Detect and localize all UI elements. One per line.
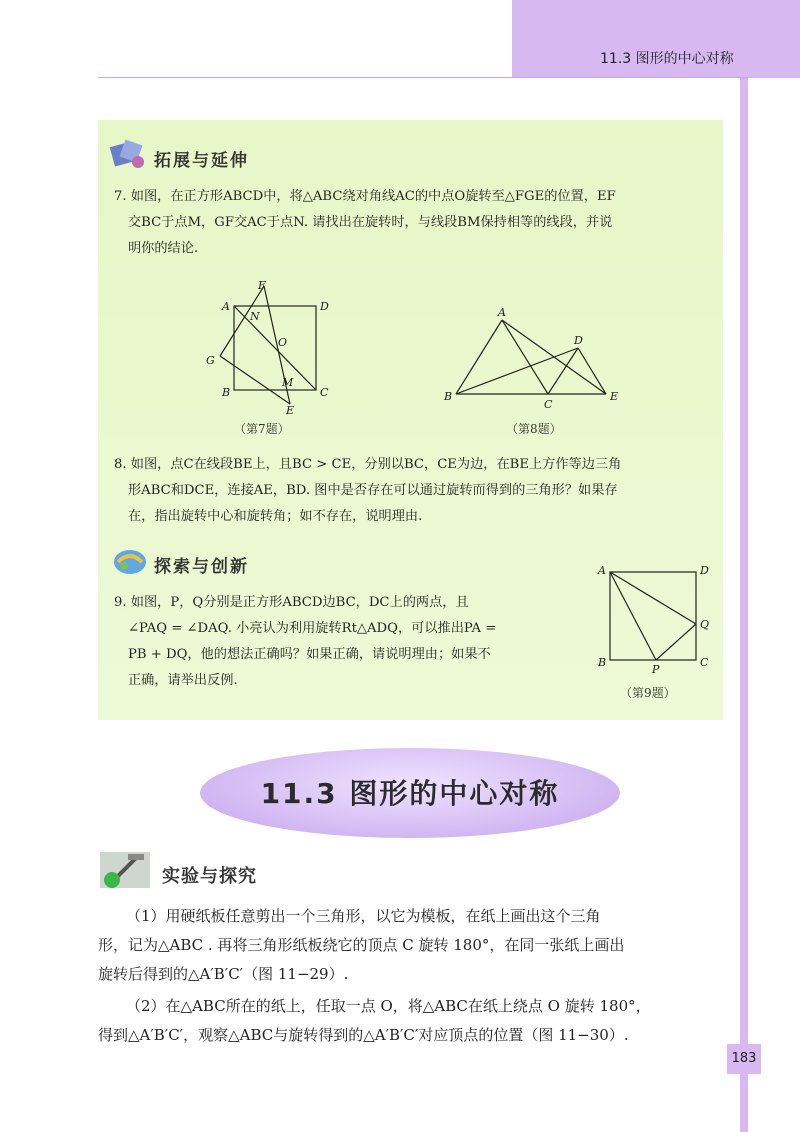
figure-7 xyxy=(196,280,346,420)
question-9-line: 9. 如图，P，Q分别是正方形ABCD边BC，DC上的两点，且 xyxy=(114,595,469,610)
experiment-heading: 实验与探究 xyxy=(162,866,257,887)
fig7-label: A xyxy=(222,300,230,313)
experiment-icon xyxy=(98,848,156,892)
question-9-line: ∠PAQ = ∠DAQ. 小亮认为利用旋转Rt△ADQ，可以推出PA = xyxy=(128,621,497,636)
explore-heading: 探索与创新 xyxy=(154,557,249,577)
question-7 xyxy=(114,184,616,262)
experiment-paragraph-2 xyxy=(98,992,738,1050)
figure-8-caption: （第8题） xyxy=(506,422,562,436)
fig8-segment-ac xyxy=(502,320,548,394)
fig8-segment-bd xyxy=(456,348,578,394)
figure-7-caption: （第7题） xyxy=(234,422,290,436)
fig9-segment-aq xyxy=(610,572,696,624)
figure-9-caption: （第9题） xyxy=(620,686,676,700)
question-9-line: PB + DQ，他的想法正确吗？如果正确，请说明理由；如果不 xyxy=(128,647,491,662)
header-section-label: 11.3 图形的中心对称 xyxy=(600,51,734,67)
fig9-label: B xyxy=(598,656,607,669)
fig8-label: D xyxy=(574,334,583,347)
fig7-label: O xyxy=(278,336,288,349)
fig9-segment-pq xyxy=(656,624,696,660)
fig7-diagonal-ac xyxy=(234,306,316,390)
question-8 xyxy=(114,452,621,530)
extension-icon xyxy=(108,138,148,172)
fig7-label: D xyxy=(320,300,329,313)
question-7-line: 明你的结论. xyxy=(128,241,199,256)
experiment-line: （2）在△ABC所在的纸上，任取一点 O，将△ABC在纸上绕点 O 旋转 180°， xyxy=(126,997,651,1015)
extension-heading: 拓展与延伸 xyxy=(154,151,249,171)
fig9-label: P xyxy=(652,663,660,676)
figure-9 xyxy=(594,560,718,678)
fig9-label: Q xyxy=(700,618,710,631)
fig9-label: C xyxy=(700,656,709,669)
section-title: 11.3 图形的中心对称 xyxy=(260,777,560,810)
fig7-label: F xyxy=(258,280,266,292)
question-7-line: 交BC于点M，GF交AC于点N. 请找出在旋转时，与线段BM保持相等的线段，并说 xyxy=(128,215,613,230)
fig7-label: E xyxy=(286,404,295,417)
fig9-label: D xyxy=(700,564,709,577)
fig9-segment-ap xyxy=(610,572,656,660)
fig7-label: B xyxy=(222,386,231,399)
fig7-segment-ge xyxy=(220,356,290,404)
question-8-line: 形ABC和DCE，连接AE，BD. 图中是否存在可以通过旋转而得到的三角形？如果存 xyxy=(128,483,618,498)
fig8-segment-de xyxy=(578,348,606,394)
question-9-line: 正确，请举出反例. xyxy=(128,673,238,688)
fig8-segment-ab xyxy=(456,320,502,394)
explore-icon xyxy=(110,546,150,578)
fig7-label: G xyxy=(206,354,215,367)
experiment-line: 形，记为△ABC . 再将三角形纸板绕它的顶点 C 旋转 180°，在同一张纸上画出 xyxy=(98,936,625,954)
fig7-label: C xyxy=(320,386,329,399)
fig8-label: E xyxy=(610,390,619,403)
header-rule xyxy=(98,77,748,78)
experiment-paragraph-1 xyxy=(98,902,738,989)
experiment-line: 旋转后得到的△A′B′C′（图 11−29）. xyxy=(98,965,349,983)
fig7-label: M xyxy=(282,376,294,389)
experiment-line: （1）用硬纸板任意剪出一个三角形，以它为模板，在纸上画出这个三角 xyxy=(126,907,601,925)
question-9 xyxy=(114,590,584,694)
side-bar xyxy=(740,78,748,1132)
fig9-label: A xyxy=(598,564,606,577)
question-7-line: 7. 如图，在正方形ABCD中，将△ABC绕对角线AC的中点O旋转至△FGE的位置，EF xyxy=(114,189,616,204)
experiment-line: 得到△A′B′C′，观察△ABC与旋转得到的△A′B′C′对应顶点的位置（图 11−30）. xyxy=(98,1026,629,1044)
fig8-label: C xyxy=(544,398,553,411)
question-8-line: 8. 如图，点C在线段BE上，且BC > CE，分别以BC，CE为边，在BE上方作等边三角 xyxy=(114,457,622,472)
figure-8 xyxy=(440,304,630,416)
fig7-label: N xyxy=(250,310,260,323)
fig8-label: A xyxy=(498,306,506,319)
page-number: 183 xyxy=(727,1044,761,1074)
fig8-label: B xyxy=(444,390,453,403)
question-8-line: 在，指出旋转中心和旋转角；如不存在，说明理由. xyxy=(128,509,423,524)
